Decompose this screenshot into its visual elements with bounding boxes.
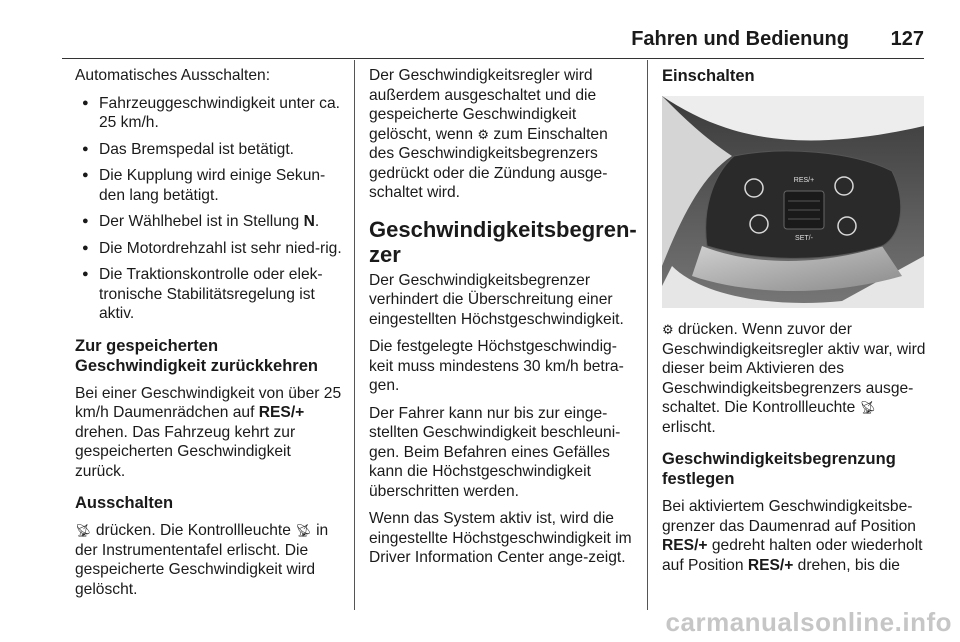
column-left <box>75 66 343 607</box>
list-item: ● Fahrzeuggeschwindigkeit unter ca. 25 km/h. <box>75 94 343 133</box>
page-header <box>62 28 924 59</box>
heading-off: Ausschalten <box>75 494 174 512</box>
limiter-p3: Der Fahrer kann nur bis zur einge-stellten Geschwindigkeit beschleuni-gen. Beim Befahren eines Gefälles kann die Höchstgeschwindigkeit überschritten werden. <box>369 404 621 500</box>
limiter-p4: Wenn das System aktiv ist, wird die eingestellte Höchstgeschwindigkeit im Driver Information Center ange-zeigt. <box>369 510 632 566</box>
list-item: ● Der Wählhebel ist in Stellung N. <box>75 212 343 232</box>
heading-resume: Zur gespeicherten Geschwindigkeit zurückkehren <box>75 336 318 375</box>
speed-limiter-icon: ⚙︎ <box>477 126 490 142</box>
heading-limiter: Geschwindigkeitsbegren-zer <box>369 216 637 267</box>
column-middle <box>369 66 635 576</box>
cruise-control-icon: 📡︎ <box>859 400 877 415</box>
auto-off-intro: Automatisches Ausschalten: <box>75 67 271 84</box>
res-label: RES/+ <box>793 177 815 184</box>
page-number: 127 <box>890 28 924 50</box>
cruise-control-icon: 📡︎ <box>75 523 92 538</box>
heading-set-limit: Geschwindigkeitsbegrenzung festlegen <box>662 450 896 488</box>
list-item: ● Die Kupplung wird einige Sekun-den lang betätigt. <box>75 166 343 205</box>
column-divider-left <box>354 60 355 610</box>
chapter-title: Fahren und Bedienung <box>631 28 849 50</box>
speed-limiter-icon: ⚙︎ <box>662 322 674 337</box>
on-text: ⚙︎ drücken. Wenn zuvor der Geschwindigkeitsregler aktiv war, wird dieser beim Aktivieren des Geschwindigkeitsbegrenzers ausge-schaltet. Die Kontrollleuchte 📡︎ erlischt. <box>662 321 926 436</box>
column-divider-right <box>647 60 648 610</box>
limiter-p1: Der Geschwindigkeitsbegrenzer verhindert die Überschreitung einer eingestellten Höchstgeschwindigkeit. <box>369 271 624 328</box>
column-right <box>662 66 932 583</box>
resume-text: Bei einer Geschwindigkeit von über 25 km/h Daumenrädchen auf RES/+ drehen. Das Fahrzeug kehrt zur gespeicherten Geschwindigkeit zurück. <box>75 384 342 480</box>
list-item: ● Die Motordrehzahl ist sehr nied-rig. <box>75 239 343 259</box>
list-item: ● Das Bremspedal ist betätigt. <box>75 140 343 160</box>
steering-wheel-photo <box>662 96 924 308</box>
off-text: 📡︎ drücken. Die Kontrollleuchte 📡︎ in der Instrumententafel erlischt. Die gespeicherte Geschwindigkeit wird gelöscht. <box>75 522 329 598</box>
list-item: ● Die Traktionskontrolle oder elek-tronische Stabilitätsregelung ist aktiv. <box>75 265 343 324</box>
heading-on: Einschalten <box>662 67 755 85</box>
limiter-p2: Die festgelegte Höchstgeschwindig-keit muss mindestens 30 km/h betra-gen. <box>369 338 624 394</box>
cruise-control-icon: 📡︎ <box>295 523 312 538</box>
cruise-off-text: Der Geschwindigkeitsregler wird außerdem ausgeschaltet und die gespeicherte Geschwindigkeit gelöscht, wenn ⚙︎ zum Einschalten des Geschwindigkeitsbegrenzers gedrückt oder die Zündung ausge-schaltet wird. <box>369 67 608 201</box>
auto-off-list <box>75 94 343 324</box>
set-limit-text: Bei aktiviertem Geschwindigkeitsbe-grenzer das Daumenrad auf Position RES/+ gedreht halten oder wiederholt auf Position RES/+ drehen, bis die <box>662 498 923 574</box>
watermark: carmanualsonline.info <box>665 607 952 637</box>
set-label: SET/- <box>795 235 813 242</box>
